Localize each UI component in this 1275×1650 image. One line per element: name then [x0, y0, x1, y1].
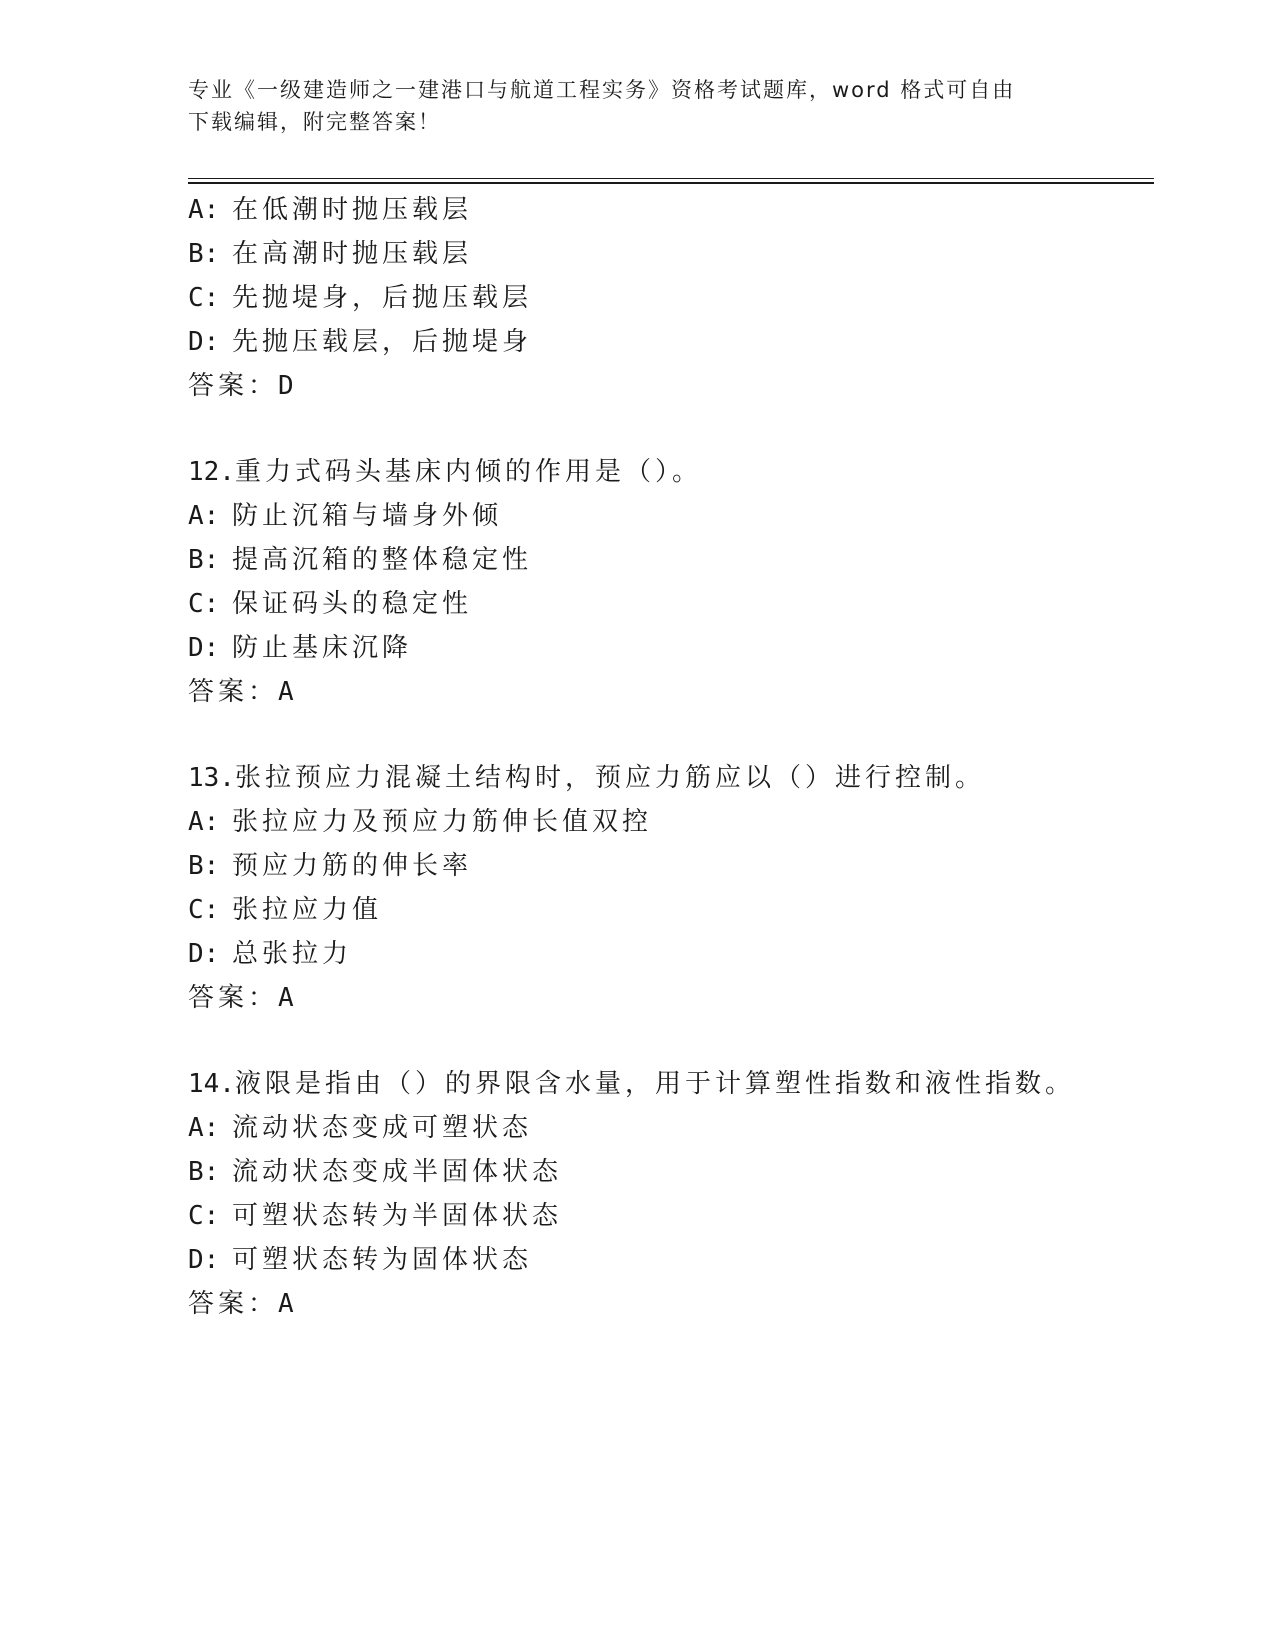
- answer-line: 答案：A: [188, 1289, 294, 1319]
- option-b: B: 预应力筋的伸长率: [188, 851, 473, 881]
- option-a: A: 流动状态变成可塑状态: [188, 1113, 533, 1143]
- header-line-1: 专业《一级建造师之一建港口与航道工程实务》资格考试题库，word 格式可自由: [188, 78, 1016, 102]
- option-d: D: 防止基床沉降: [188, 633, 413, 663]
- document-header: [188, 74, 1088, 138]
- option-d: D: 可塑状态转为固体状态: [188, 1245, 533, 1275]
- option-a: A: 在低潮时抛压载层: [188, 195, 473, 225]
- option-b: B: 在高潮时抛压载层: [188, 239, 473, 269]
- header-line-2: 下载编辑，附完整答案！: [188, 110, 441, 134]
- answer-line: 答案：D: [188, 371, 294, 401]
- option-c: C: 保证码头的稳定性: [188, 589, 473, 619]
- answer-line: 答案：A: [188, 677, 294, 707]
- question-stem: 12.重力式码头基床内倾的作用是（）。: [188, 457, 702, 487]
- option-b: B: 提高沉箱的整体稳定性: [188, 545, 533, 575]
- option-d: D: 总张拉力: [188, 939, 353, 969]
- option-a: A: 防止沉箱与墙身外倾: [188, 501, 503, 531]
- question-stem: 13.张拉预应力混凝土结构时，预应力筋应以（）进行控制。: [188, 763, 985, 793]
- header-divider-thin: [188, 178, 1154, 179]
- answer-line: 答案：A: [188, 983, 294, 1013]
- option-d: D: 先抛压载层，后抛堤身: [188, 327, 533, 357]
- option-c: C: 可塑状态转为半固体状态: [188, 1201, 563, 1231]
- header-divider-thick: [188, 182, 1154, 184]
- question-stem: 14.液限是指由（）的界限含水量，用于计算塑性指数和液性指数。: [188, 1069, 1075, 1099]
- option-c: C: 张拉应力值: [188, 895, 383, 925]
- option-c: C: 先抛堤身，后抛压载层: [188, 283, 533, 313]
- option-a: A: 张拉应力及预应力筋伸长值双控: [188, 807, 653, 837]
- option-b: B: 流动状态变成半固体状态: [188, 1157, 563, 1187]
